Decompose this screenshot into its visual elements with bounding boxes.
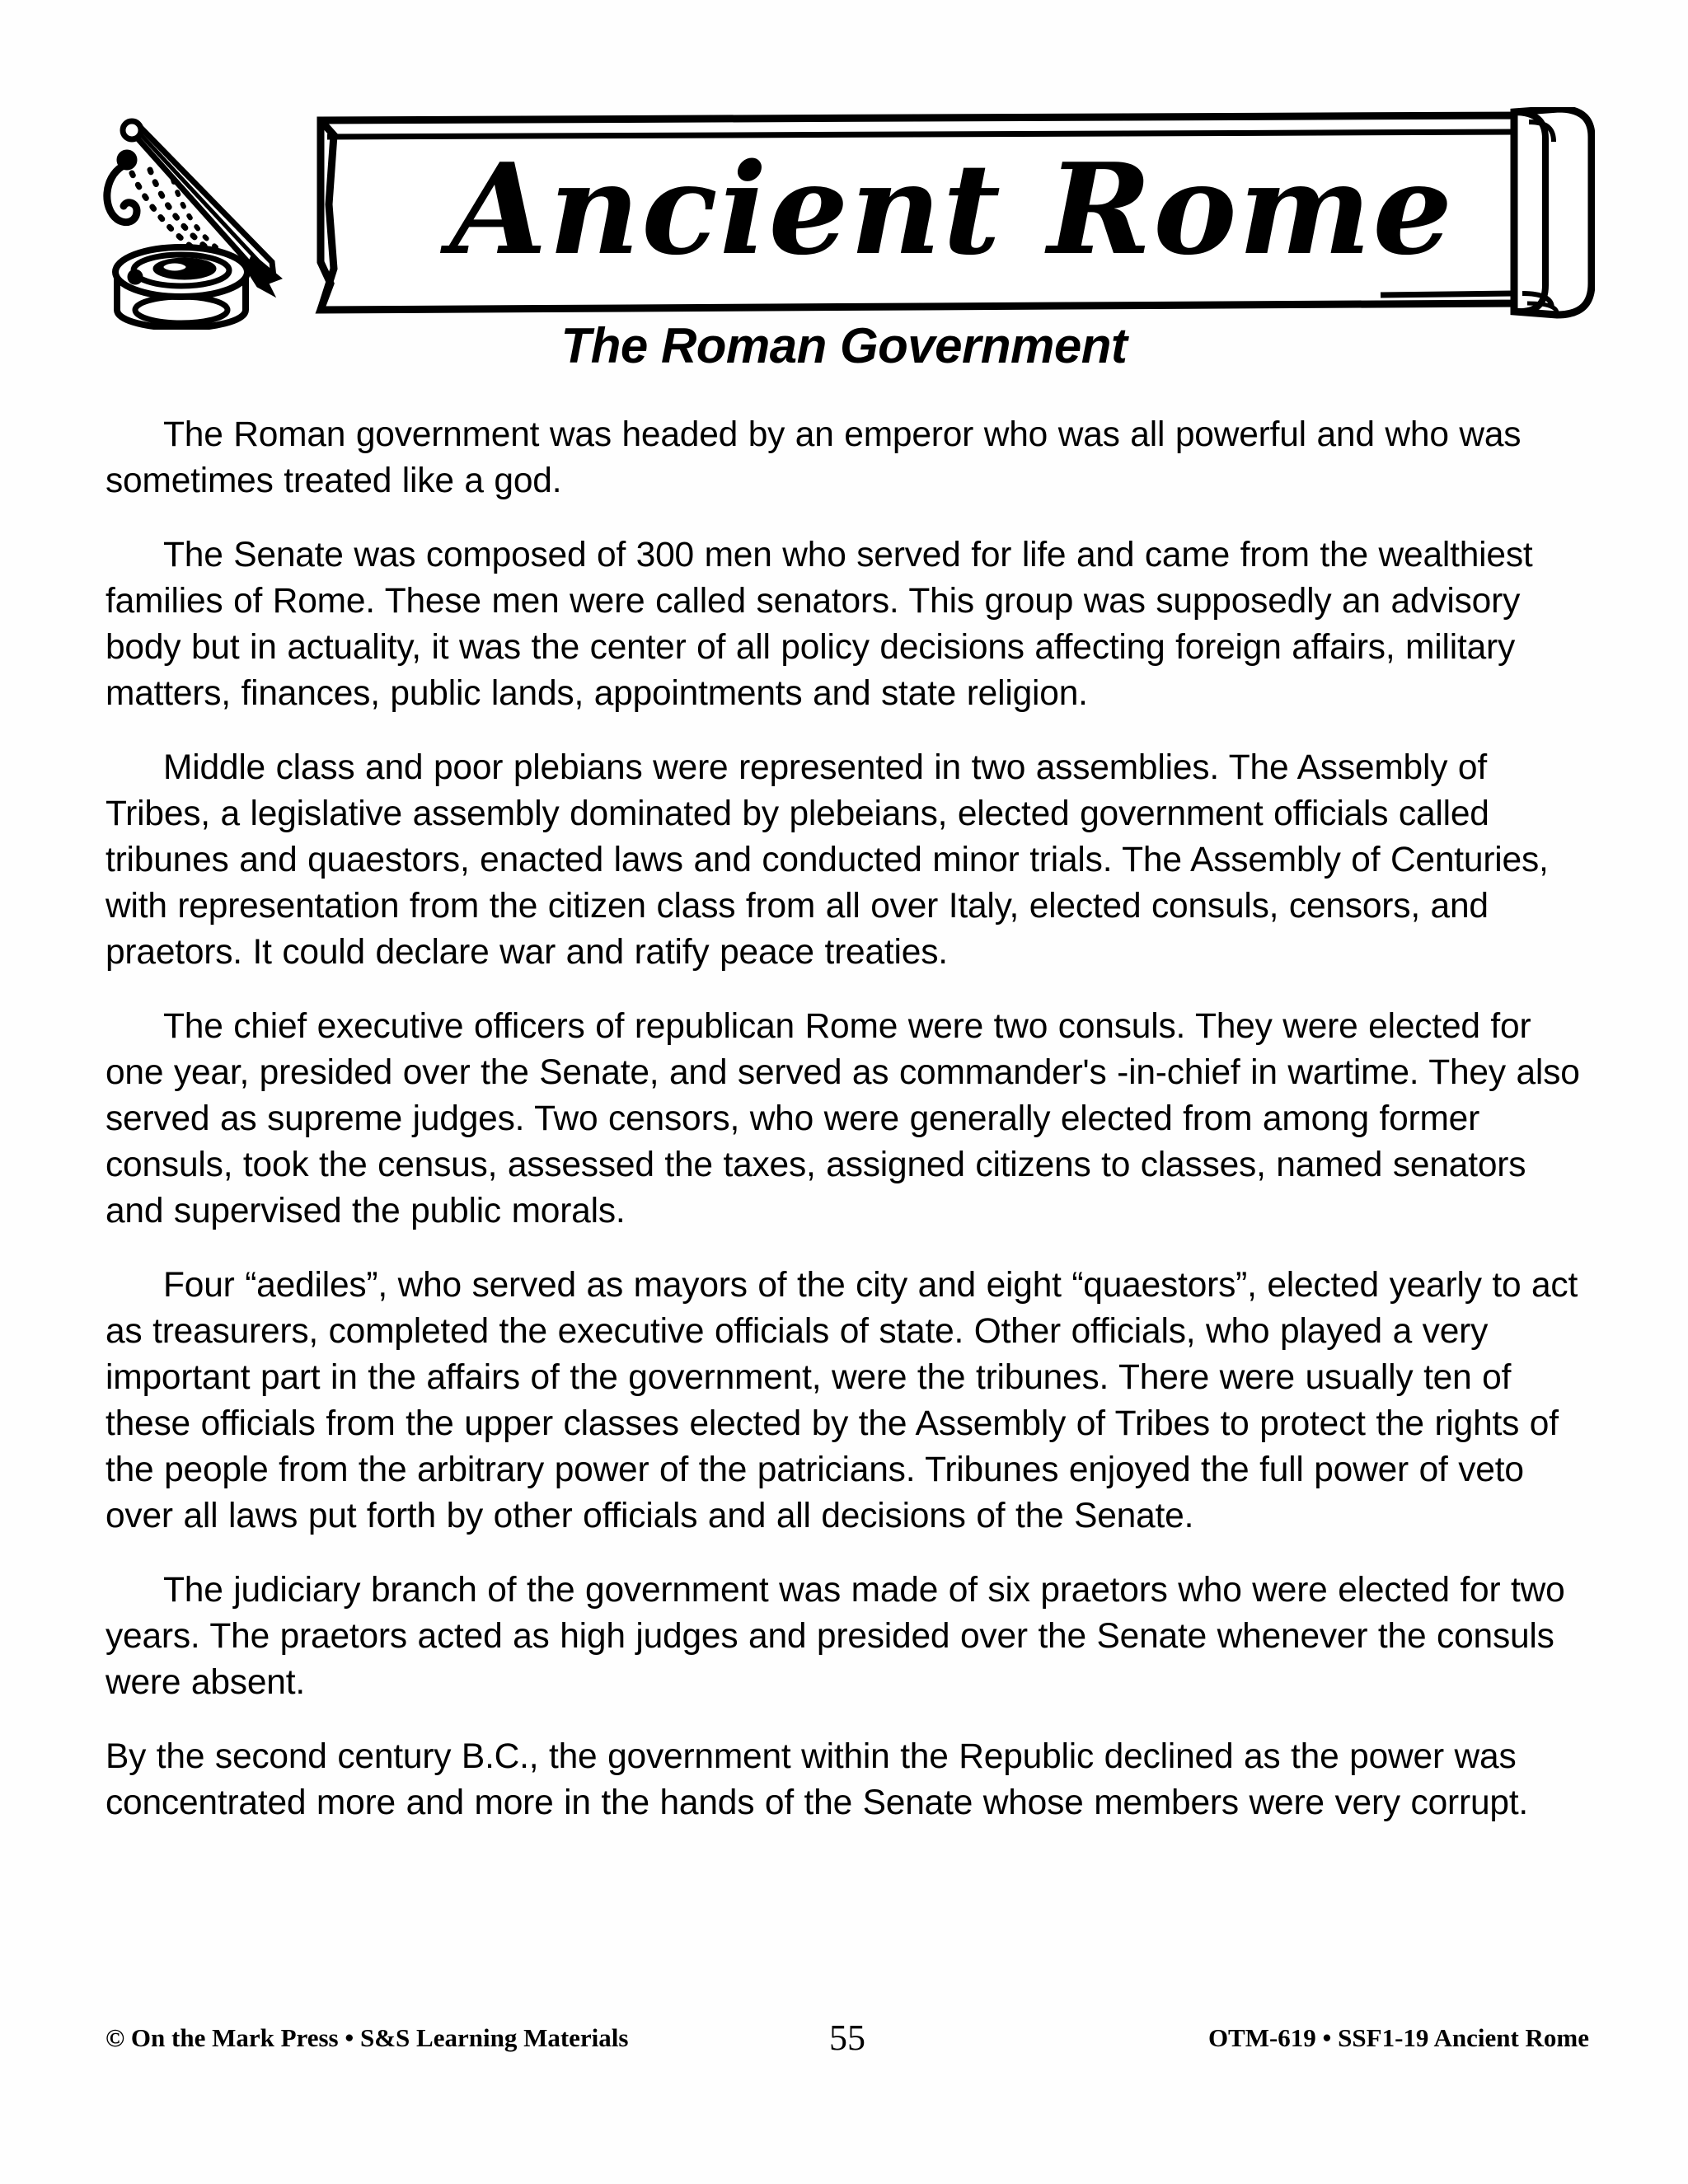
paragraph: Four “aediles”, who served as mayors of the city and eight “quaestors”, elected yearly to act as treasurers, completed the executive officials of state. Other officials, who played a very important part in the affairs of the government, were the tribunes. There were usually ten of these officials from the upper classes elected by the Assembly of Tribes to protect the rights of the people from the arbitrary power of the patricians. Tribunes enjoyed the full power of veto over all laws put forth by other officials and all decisions of the Senate.	[106, 1266, 1578, 1535]
paragraph: The chief executive officers of republican Rome were two consuls. They were elected for one year, presided over the Senate, and served as commander's -in-chief in wartime. They also served as supreme judges. Two censors, who were generally elected from among former consuls, took the census, assessed the taxes, assigned citizens to classes, named senators and supervised the public morals.	[106, 1007, 1580, 1230]
paragraph: Middle class and poor plebians were represented in two assemblies. The Assembly of Tribes, a legislative assembly dominated by plebeians, elected government officials called tribunes and quaestors, enacted laws and conducted minor trials. The Assembly of Centuries, with representation from the citizen class from all over Italy, elected consuls, censors, and praetors. It could declare war and ratify peace treaties.	[106, 748, 1549, 972]
banner-title: Ancient Rome	[449, 135, 1455, 283]
footer-product-code: OTM-619 • SSF1-19 Ancient Rome	[1207, 2023, 1589, 2052]
page-subtitle: The Roman Government	[560, 318, 1128, 373]
scroll-banner-icon	[309, 107, 1595, 320]
page-number: 55	[829, 2018, 865, 2058]
paragraph: The Senate was composed of 300 men who served for life and came from the wealthiest families of Rome. These men were called senators. This group was supposedly an advisory body but in actuality, it was the center of all policy decisions affecting foreign affairs, military matters, finances, public lands, appointments and state religion.	[106, 536, 1533, 713]
page-header	[99, 107, 1591, 330]
paragraph: The Roman government was headed by an emperor who was all powerful and who was sometimes treated like a god.	[106, 415, 1522, 500]
paragraph: By the second century B.C., the government within the Republic declined as the power was concentrated more and more in the hands of the Senate whose members were very corrupt.	[106, 1737, 1529, 1822]
footer-copyright: © On the Mark Press • S&S Learning Materials	[106, 2023, 629, 2052]
article-body	[106, 412, 1585, 1854]
inkwell-quill-icon	[99, 115, 305, 330]
page-footer	[106, 2018, 1589, 2064]
paragraph: The judiciary branch of the government was made of six praetors who were elected for two years. The praetors acted as high judges and presided over the Senate whenever the consuls were absent.	[106, 1571, 1565, 1702]
